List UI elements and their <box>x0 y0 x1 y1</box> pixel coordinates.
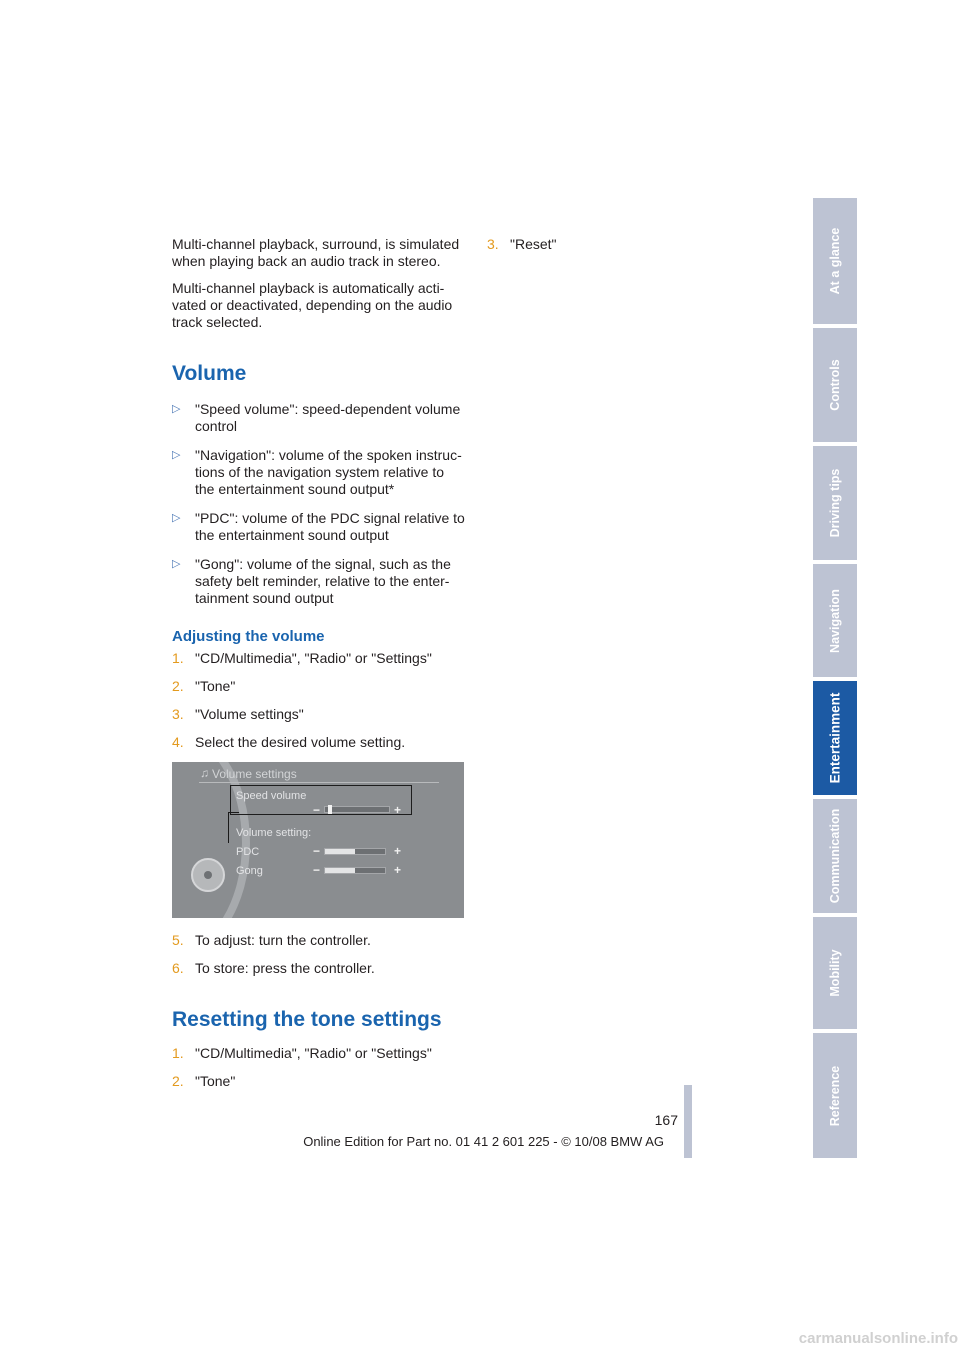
speed-volume-slider <box>324 806 390 813</box>
speed-volume-label: Speed volume <box>236 790 307 802</box>
step-item <box>172 960 466 977</box>
step-text: "Tone" <box>195 678 236 694</box>
step-number: 6. <box>172 960 184 976</box>
tab-communication[interactable]: Communication <box>813 799 857 913</box>
slider-fill <box>325 868 355 873</box>
tab-navigation[interactable]: Navigation <box>813 564 857 677</box>
step-number: 2. <box>172 678 184 694</box>
footer-text: Online Edition for Part no. 01 41 2 601 225 - © 10/08 BMW AG <box>303 1134 664 1149</box>
step-item <box>172 1045 466 1062</box>
step-number: 1. <box>172 650 184 666</box>
list-item <box>172 556 466 607</box>
step-text: To adjust: turn the controller. <box>195 932 371 948</box>
volume-bullet-list <box>172 401 466 607</box>
list-item <box>172 510 466 544</box>
adjust-heading: Adjusting the volume <box>172 628 325 645</box>
gong-minus: − <box>313 863 321 877</box>
controller-icon <box>191 858 225 892</box>
step-text: "Tone" <box>195 1073 236 1089</box>
slider-fill <box>325 849 355 854</box>
reset-heading: Resetting the tone settings <box>172 1008 442 1031</box>
tab-mobility[interactable]: Mobility <box>813 917 857 1029</box>
step-item <box>487 236 767 253</box>
tab-driving-tips[interactable]: Driving tips <box>813 446 857 560</box>
adjust-steps-continued <box>172 932 466 977</box>
slider-knob <box>328 805 332 814</box>
tab-reference[interactable]: Reference <box>813 1033 857 1158</box>
bullet-text: "Speed volume": speed-dependent volume control <box>195 401 461 434</box>
volume-heading: Volume <box>172 362 247 385</box>
triangle-bullet-icon: ▷ <box>172 449 181 461</box>
tab-at-a-glance[interactable]: At a glance <box>813 198 857 324</box>
reset-steps <box>172 1045 466 1090</box>
bullet-text: "Gong": volume of the signal, such as the safety belt reminder, relative to the enter-tainment sound output <box>195 556 451 606</box>
list-item <box>172 447 466 498</box>
triangle-bullet-icon: ▷ <box>172 403 181 415</box>
tab-controls[interactable]: Controls <box>813 328 857 442</box>
left-column <box>172 236 466 1101</box>
gong-plus: + <box>394 863 402 877</box>
step-number: 3. <box>172 706 184 722</box>
step-item <box>172 1073 466 1090</box>
step-number: 5. <box>172 932 184 948</box>
gong-slider <box>324 867 386 874</box>
bullet-text: "PDC": volume of the PDC signal relative to the entertainment sound output <box>195 510 465 543</box>
step-text: Select the desired volume setting. <box>195 734 406 750</box>
step-text: "Reset" <box>510 236 557 252</box>
triangle-bullet-icon: ▷ <box>172 558 181 570</box>
gong-label: Gong <box>236 865 263 877</box>
step-number: 1. <box>172 1045 184 1061</box>
list-item <box>172 401 466 435</box>
right-column <box>487 236 767 264</box>
step-item <box>172 932 466 949</box>
page-number: 167 <box>654 1112 678 1128</box>
step-text: "CD/Multimedia", "Radio" or "Settings" <box>195 1045 432 1061</box>
settings-title-icon: ♫ <box>200 766 209 780</box>
step-item <box>172 678 466 695</box>
step-number: 3. <box>487 236 499 252</box>
speed-volume-plus: + <box>394 803 402 817</box>
step-item <box>172 650 466 667</box>
step-text: "CD/Multimedia", "Radio" or "Settings" <box>195 650 432 666</box>
triangle-bullet-icon: ▷ <box>172 512 181 524</box>
watermark: carmanualsonline.info <box>798 1330 958 1347</box>
screen-title: Volume settings <box>212 767 297 781</box>
step-text: To store: press the controller. <box>195 960 375 976</box>
page-number-bar <box>684 1085 692 1158</box>
intro-paragraph-2: Multi-channel playback is automatically acti-vated or deactivated, depending on the audio track selected. <box>172 280 453 330</box>
pdc-label: PDC <box>236 846 260 858</box>
step-number: 2. <box>172 1073 184 1089</box>
step-number: 4. <box>172 734 184 750</box>
volume-setting-label: Volume setting: <box>236 827 312 839</box>
volume-settings-screen <box>172 762 464 918</box>
adjust-steps <box>172 650 466 751</box>
pdc-plus: + <box>394 844 402 858</box>
pdc-minus: − <box>313 844 321 858</box>
intro-paragraph-1: Multi-channel playback, surround, is simulated when playing back an audio track in stereo. <box>172 236 460 269</box>
title-divider <box>199 782 439 783</box>
bullet-text: "Navigation": volume of the spoken instruc-tions of the navigation system relative to the entertainment sound output* <box>195 447 462 497</box>
pdc-slider <box>324 848 386 855</box>
tab-entertainment[interactable]: Entertainment <box>813 681 857 795</box>
step-item <box>172 706 466 723</box>
speed-volume-minus: − <box>313 803 321 817</box>
step-text: "Volume settings" <box>195 706 304 722</box>
step-item <box>172 734 466 751</box>
